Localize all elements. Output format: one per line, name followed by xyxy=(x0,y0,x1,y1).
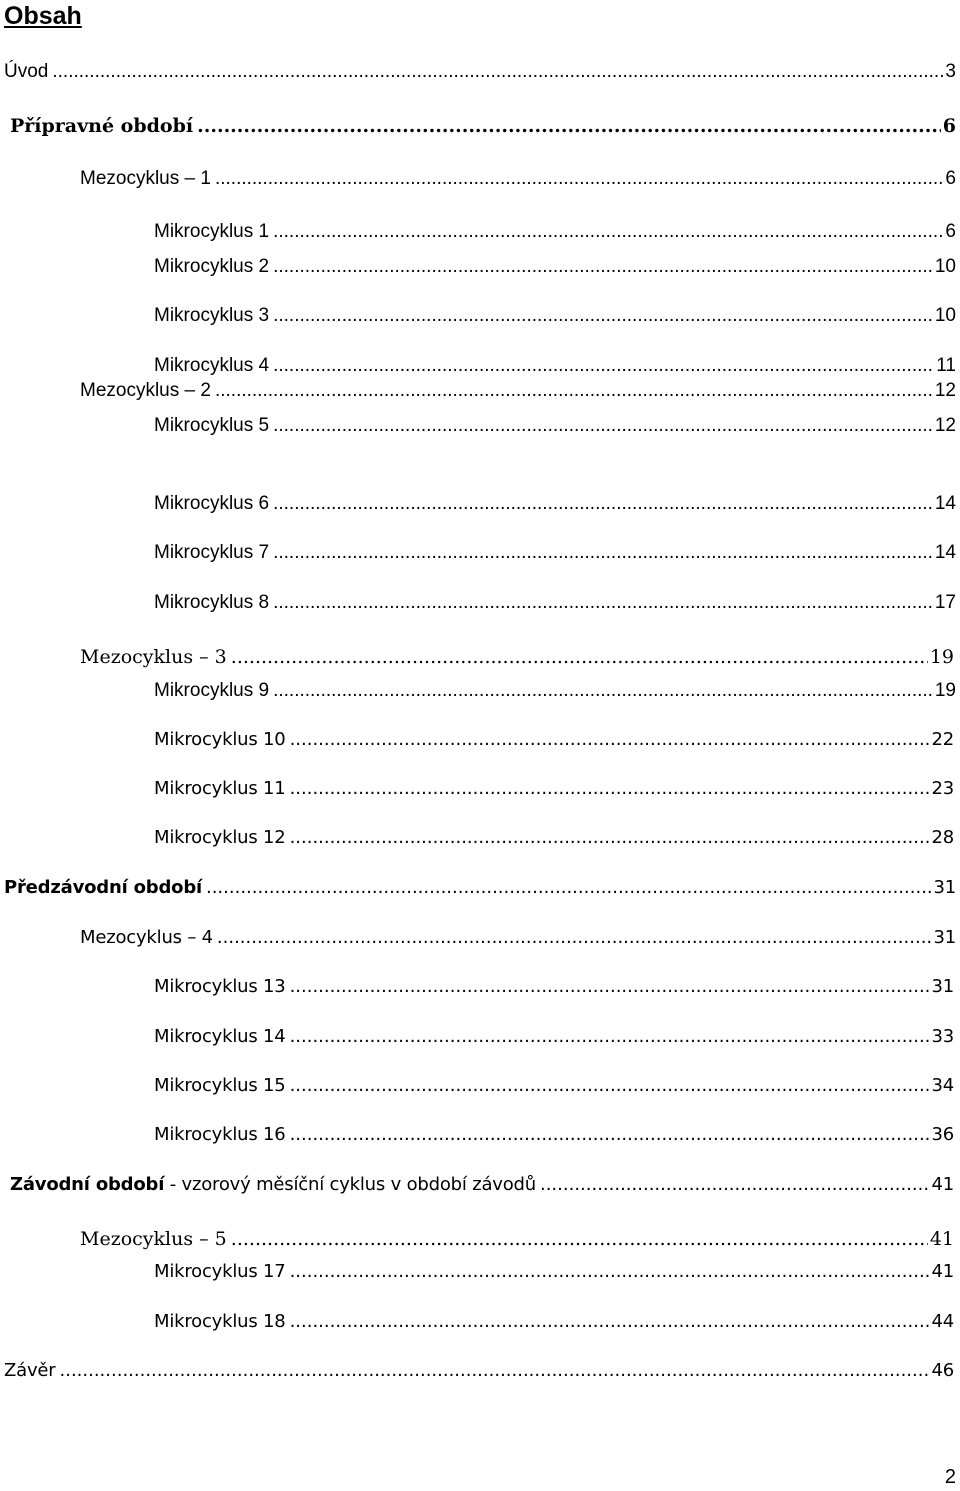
toc-entry-page: 31 xyxy=(933,877,956,898)
toc-entry-page: 31 xyxy=(931,976,954,997)
toc-entry-page: 14 xyxy=(934,493,956,514)
toc-entry-mikrocyklus-1[interactable] xyxy=(154,219,956,245)
toc-leader-dots xyxy=(273,219,943,245)
toc-leader-dots xyxy=(290,1024,930,1050)
toc-entry-mikrocyklus-18[interactable] xyxy=(154,1309,954,1335)
toc-entry-page: 41 xyxy=(929,1228,954,1250)
toc-leader-dots xyxy=(290,1122,930,1148)
toc-entry-label: Mikrocyklus 13 xyxy=(154,976,286,997)
toc-entry-label: Mikrocyklus 15 xyxy=(154,1075,286,1096)
toc-entry-mikrocyklus-6[interactable] xyxy=(154,491,956,517)
toc-leader-dots xyxy=(215,166,943,192)
toc-entry-label: Mikrocyklus 8 xyxy=(154,592,270,613)
toc-leader-dots xyxy=(290,776,930,802)
toc-leader-dots xyxy=(290,1259,930,1285)
toc-entry-label: Mikrocyklus 2 xyxy=(154,256,270,277)
toc-entry-uvod[interactable] xyxy=(4,59,956,85)
toc-entry-label: Mezocyklus – 1 xyxy=(80,168,211,189)
toc-entry-page: 11 xyxy=(936,355,956,376)
toc-entry-mikrocyklus-2[interactable] xyxy=(154,254,956,280)
toc-entry-label: Mikrocyklus 7 xyxy=(154,542,270,563)
toc-entry-mikrocyklus-4[interactable] xyxy=(154,353,956,379)
toc-entry-mikrocyklus-3[interactable] xyxy=(154,303,956,329)
toc-entry-mikrocyklus-14[interactable] xyxy=(154,1024,954,1050)
toc-leader-dots xyxy=(273,353,934,379)
toc-entry-page: 22 xyxy=(931,729,954,750)
toc-leader-dots xyxy=(52,59,943,85)
toc-leader-dots xyxy=(290,974,930,1000)
toc-entry-page: 6 xyxy=(942,115,956,137)
toc-entry-page: 6 xyxy=(945,168,956,189)
toc-leader-dots xyxy=(290,825,930,851)
toc-entry-zavodni-obdobi[interactable] xyxy=(10,1172,954,1198)
toc-entry-label: Závěr xyxy=(4,1360,56,1381)
toc-leader-dots xyxy=(215,378,933,404)
toc-entry-page: 36 xyxy=(931,1124,954,1145)
toc-entry-label-bold: Závodní období xyxy=(10,1174,165,1195)
toc-entry-label: Úvod xyxy=(4,61,49,82)
toc-entry-mikrocyklus-12[interactable] xyxy=(154,825,954,851)
toc-entry-label-rest: - vzorový měsíční cyklus v období závodů xyxy=(164,1174,536,1195)
toc-entry-page: 17 xyxy=(934,592,956,613)
toc-entry-mikrocyklus-7[interactable] xyxy=(154,540,956,566)
toc-entry-page: 31 xyxy=(933,927,956,948)
toc-leader-dots xyxy=(290,727,930,753)
toc-leader-dots xyxy=(217,925,932,951)
toc-entry-mezocyklus-5[interactable] xyxy=(80,1226,954,1252)
toc-entry-label: Mikrocyklus 1 xyxy=(154,221,270,242)
toc-entry-page: 12 xyxy=(934,380,956,401)
toc-entry-page: 19 xyxy=(934,680,956,701)
toc-entry-mikrocyklus-17[interactable] xyxy=(154,1259,954,1285)
toc-entry-mikrocyklus-8[interactable] xyxy=(154,590,956,616)
toc-leader-dots xyxy=(273,413,933,439)
toc-entry-page: 41 xyxy=(931,1261,954,1282)
toc-entry-mezocyklus-4[interactable] xyxy=(80,925,956,951)
toc-entry-page: 3 xyxy=(945,61,956,82)
toc-entry-label: Mezocyklus – 4 xyxy=(80,927,213,948)
toc-entry-mezocyklus-3[interactable] xyxy=(80,644,954,670)
toc-leader-dots xyxy=(231,1226,928,1252)
toc-entry-mezocyklus-1[interactable] xyxy=(80,166,956,192)
toc-entry-page: 10 xyxy=(934,256,956,277)
toc-leader-dots xyxy=(197,113,941,139)
toc-entry-page: 33 xyxy=(931,1026,954,1047)
toc-leader-dots xyxy=(60,1358,930,1384)
toc-entry-label: Mikrocyklus 6 xyxy=(154,493,270,514)
toc-leader-dots xyxy=(273,254,933,280)
toc-entry-label xyxy=(10,1172,536,1198)
toc-entry-page: 41 xyxy=(931,1174,954,1195)
toc-leader-dots xyxy=(273,678,933,704)
toc-leader-dots xyxy=(540,1172,930,1198)
toc-entry-page: 23 xyxy=(931,778,954,799)
toc-entry-page: 6 xyxy=(945,221,956,242)
toc-entry-label: Mikrocyklus 4 xyxy=(154,355,270,376)
toc-entry-label: Mikrocyklus 18 xyxy=(154,1311,286,1332)
toc-leader-dots xyxy=(273,590,933,616)
toc-entry-page: 12 xyxy=(934,415,956,436)
toc-entry-page: 14 xyxy=(934,542,956,563)
toc-entry-label: Mikrocyklus 17 xyxy=(154,1261,286,1282)
toc-entry-label: Mikrocyklus 12 xyxy=(154,827,286,848)
toc-leader-dots xyxy=(273,540,933,566)
page-title: Obsah xyxy=(4,2,82,30)
toc-entry-label: Mikrocyklus 10 xyxy=(154,729,286,750)
toc-entry-label: Mezocyklus – 2 xyxy=(80,380,211,401)
toc-entry-mezocyklus-2[interactable] xyxy=(80,378,956,404)
toc-entry-mikrocyklus-13[interactable] xyxy=(154,974,954,1000)
page-number: 2 xyxy=(944,1466,956,1488)
toc-leader-dots xyxy=(290,1309,930,1335)
toc-entry-mikrocyklus-9[interactable] xyxy=(154,678,956,704)
toc-entry-label: Přípravné období xyxy=(10,115,194,137)
toc-entry-label: Mikrocyklus 5 xyxy=(154,415,270,436)
toc-entry-label: Mikrocyklus 16 xyxy=(154,1124,286,1145)
toc-entry-mikrocyklus-10[interactable] xyxy=(154,727,954,753)
toc-entry-page: 10 xyxy=(934,305,956,326)
toc-entry-mikrocyklus-5[interactable] xyxy=(154,413,956,439)
toc-entry-page: 34 xyxy=(931,1075,954,1096)
toc-entry-page: 19 xyxy=(929,646,954,668)
toc-entry-zaver[interactable] xyxy=(4,1358,954,1384)
toc-entry-mikrocyklus-15[interactable] xyxy=(154,1073,954,1099)
toc-entry-label: Mikrocyklus 11 xyxy=(154,778,286,799)
toc-entry-label: Mezocyklus – 5 xyxy=(80,1228,227,1250)
toc-leader-dots xyxy=(273,491,933,517)
toc-entry-label: Předzávodní období xyxy=(4,877,202,898)
toc-leader-dots xyxy=(290,1073,930,1099)
toc-entry-mikrocyklus-16[interactable] xyxy=(154,1122,954,1148)
toc-entry-page: 46 xyxy=(931,1360,954,1381)
toc-leader-dots xyxy=(231,644,928,670)
toc-entry-label: Mezocyklus – 3 xyxy=(80,646,227,668)
toc-entry-page: 44 xyxy=(931,1311,954,1332)
toc-entry-label: Mikrocyklus 9 xyxy=(154,680,270,701)
toc-leader-dots xyxy=(273,303,933,329)
toc-entry-predzavodni-obdobi[interactable] xyxy=(4,875,956,901)
toc-entry-mikrocyklus-11[interactable] xyxy=(154,776,954,802)
toc-entry-pripravne-obdobi[interactable] xyxy=(10,113,956,139)
toc-entry-label: Mikrocyklus 14 xyxy=(154,1026,286,1047)
toc-entry-label: Mikrocyklus 3 xyxy=(154,305,270,326)
toc-entry-page: 28 xyxy=(931,827,954,848)
toc-leader-dots xyxy=(206,875,932,901)
